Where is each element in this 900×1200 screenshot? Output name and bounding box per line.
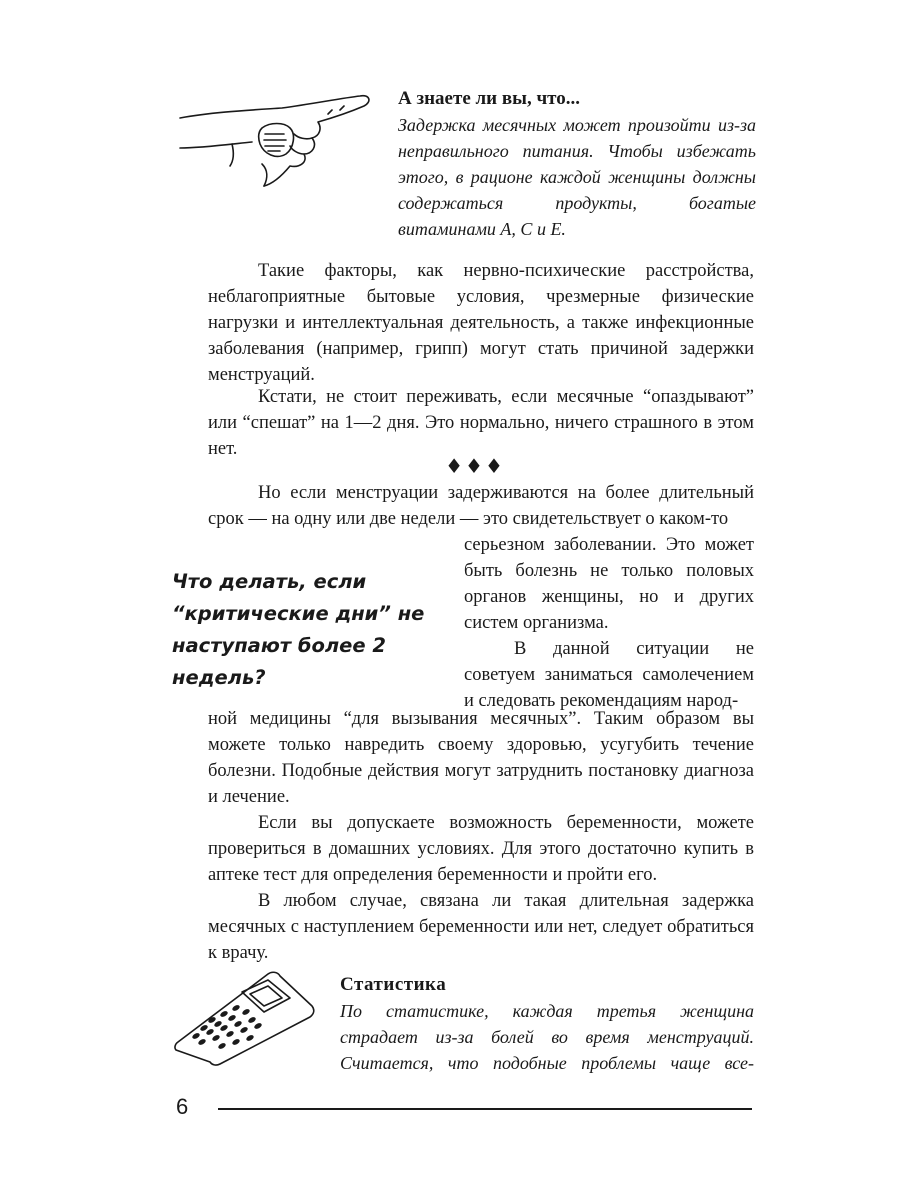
fact-heading: А знаете ли вы, что... xyxy=(398,88,581,109)
paragraph-3-start: Но если менструации задерживаются на более длительный срок — на одну или две недели — это свидетельствует о каком-то xyxy=(208,483,754,529)
paragraph-4-continued: ной медицины “для вызывания месячных”. Таким образом вы можете только навредить своему здоровью, усугубить течение болезни. Подобные действия могут затруднить постановку диагноза и лечение. xyxy=(208,709,754,807)
did-you-know-box xyxy=(398,86,756,242)
statistics-text: По статистике, каждая третья женщина страдает из-за болей во время менструаций. Считается, что подобные проблемы чаще все- xyxy=(340,1001,754,1073)
paragraph-6: В любом случае, связана ли такая длительная задержка месячных с наступлением беременности или нет, следует обратиться к врачу. xyxy=(208,891,754,963)
fact-text: Задержка месячных может произойти из-за неправильного питания. Чтобы избежать этого, в рационе каждой женщины должны содержаться продукты, богатые витаминами А, С и Е. xyxy=(398,115,756,239)
pointing-hand-icon xyxy=(172,88,377,198)
section-divider: ♦♦♦ xyxy=(445,454,505,478)
calculator-icon xyxy=(172,968,322,1068)
paragraph-2: Кстати, не стоит переживать, если месячные “опаздывают” или “спешат” на 1—2 дня. Это нормально, ничего страшного в этом нет. xyxy=(208,387,754,459)
statistics-box xyxy=(340,972,754,1076)
sidebar-question: Что делать, если “критические дни” не наступают более 2 недель? xyxy=(172,570,425,689)
statistics-heading: Статистика xyxy=(340,974,447,995)
paragraph-4-start: В данной ситуации не советуем заниматься самолечением и следовать рекомендациям народ- xyxy=(464,639,754,711)
paragraph-1: Такие факторы, как нервно-психические расстройства, неблагоприятные бытовые условия, чрезмерные физические нагрузки и интеллектуальная деятельность, а также инфекционные заболевания (например, грипп) могут стать причиной задержки менструаций. xyxy=(208,261,754,385)
paragraph-5: Если вы допускаете возможность беременности, можете провериться в домашних условиях. Для этого достаточно купить в аптеке тест для определения беременности и пройти его. xyxy=(208,813,754,885)
page-number: 6 xyxy=(176,1094,189,1119)
footer-rule xyxy=(218,1108,752,1110)
paragraph-3-continued: серьезном заболевании. Это может быть болезнь не только половых органов женщины, но и других систем организма. xyxy=(464,535,754,633)
